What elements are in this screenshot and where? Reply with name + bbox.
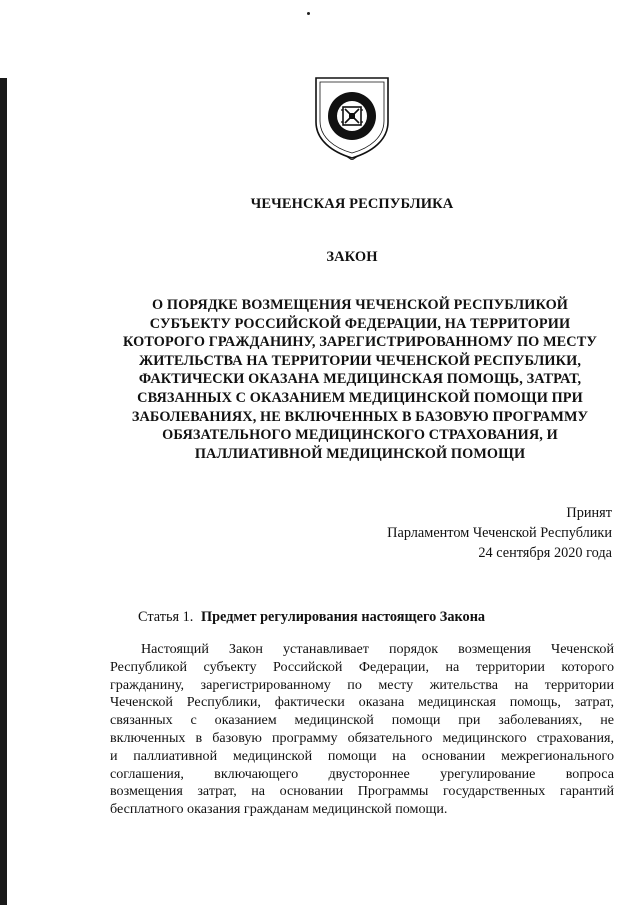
law-title-line: ЖИТЕЛЬСТВА НА ТЕРРИТОРИИ ЧЕЧЕНСКОЙ РЕСПУБЛИКИ, (138, 352, 582, 369)
paragraph-line: возмещения затрат, на основании Программы государственных гарантий (110, 783, 614, 800)
paragraph-line: включенных в базовую программу обязательного медицинского страхования, (110, 729, 614, 746)
law-title-line: СВЯЗАННЫХ С ОКАЗАНИЕМ МЕДИЦИНСКОЙ ПОМОЩИ ПРИ (137, 389, 583, 406)
paragraph-line: Настоящий Закон устанавливает порядок возмещения Чеченской (141, 641, 614, 657)
region-title: ЧЕЧЕНСКАЯ РЕСПУБЛИКА (250, 196, 454, 212)
law-title-line: ЗАБОЛЕВАНИЯХ, НЕ ВКЛЮЧЕННЫХ В БАЗОВУЮ ПРОГРАММУ (131, 408, 589, 425)
paragraph-line: Чеченской Республики, фактически оказана медицинская помощь, затрат, (110, 694, 614, 711)
law-title-line: ФАКТИЧЕСКИ ОКАЗАНА МЕДИЦИНСКАЯ ПОМОЩЬ, ЗАТРАТ, (138, 371, 582, 388)
law-title-line: ПАЛЛИАТИВНОЙ МЕДИЦИНСКОЙ ПОМОЩИ (194, 445, 526, 462)
paragraph-line: Республикой субъекту Российской Федерации, на территории которого (110, 658, 614, 675)
paragraph-line: бесплатного оказания гражданам медицинской помощи. (110, 801, 448, 818)
paragraph-line: связанных с оказанием медицинской помощи при заболеваниях, не (110, 712, 614, 729)
law-title-line: КОТОРОГО ГРАЖДАНИНУ, ЗАРЕГИСТРИРОВАННОМУ ПО МЕСТУ (123, 334, 597, 351)
adoption-label: Принят (566, 505, 612, 521)
adoption-block (387, 503, 612, 563)
article-heading (138, 607, 485, 627)
law-title-line: О ПОРЯДКЕ ВОЗМЕЩЕНИЯ ЧЕЧЕНСКОЙ РЕСПУБЛИКОЙ (151, 297, 569, 313)
article-paragraph (110, 641, 614, 819)
paragraph-line: гражданину, зарегистрированному по месту жительства на территории (110, 676, 614, 693)
paragraph-line: и паллиативной медицинской помощи на основании межрегионального (110, 747, 614, 764)
coat-of-arms-icon (314, 76, 390, 160)
paragraph-line: соглашения, включающего двустороннее урегулирование вопроса (110, 765, 614, 782)
scan-edge (0, 78, 7, 905)
scan-speck (307, 12, 310, 15)
document-type: ЗАКОН (326, 249, 378, 265)
article-number: Статья 1. (138, 609, 194, 625)
article-title: Предмет регулирования настоящего Закона (200, 609, 486, 625)
law-title (110, 296, 610, 463)
law-title-line: СУБЪЕКТУ РОССИЙСКОЙ ФЕДЕРАЦИИ, НА ТЕРРИТОРИИ (149, 315, 571, 332)
adopting-body: Парламентом Чеченской Республики (387, 525, 612, 541)
adoption-date: 24 сентября 2020 года (478, 545, 612, 561)
law-title-line: ОБЯЗАТЕЛЬНОГО МЕДИЦИНСКОГО СТРАХОВАНИЯ, И (162, 427, 558, 444)
